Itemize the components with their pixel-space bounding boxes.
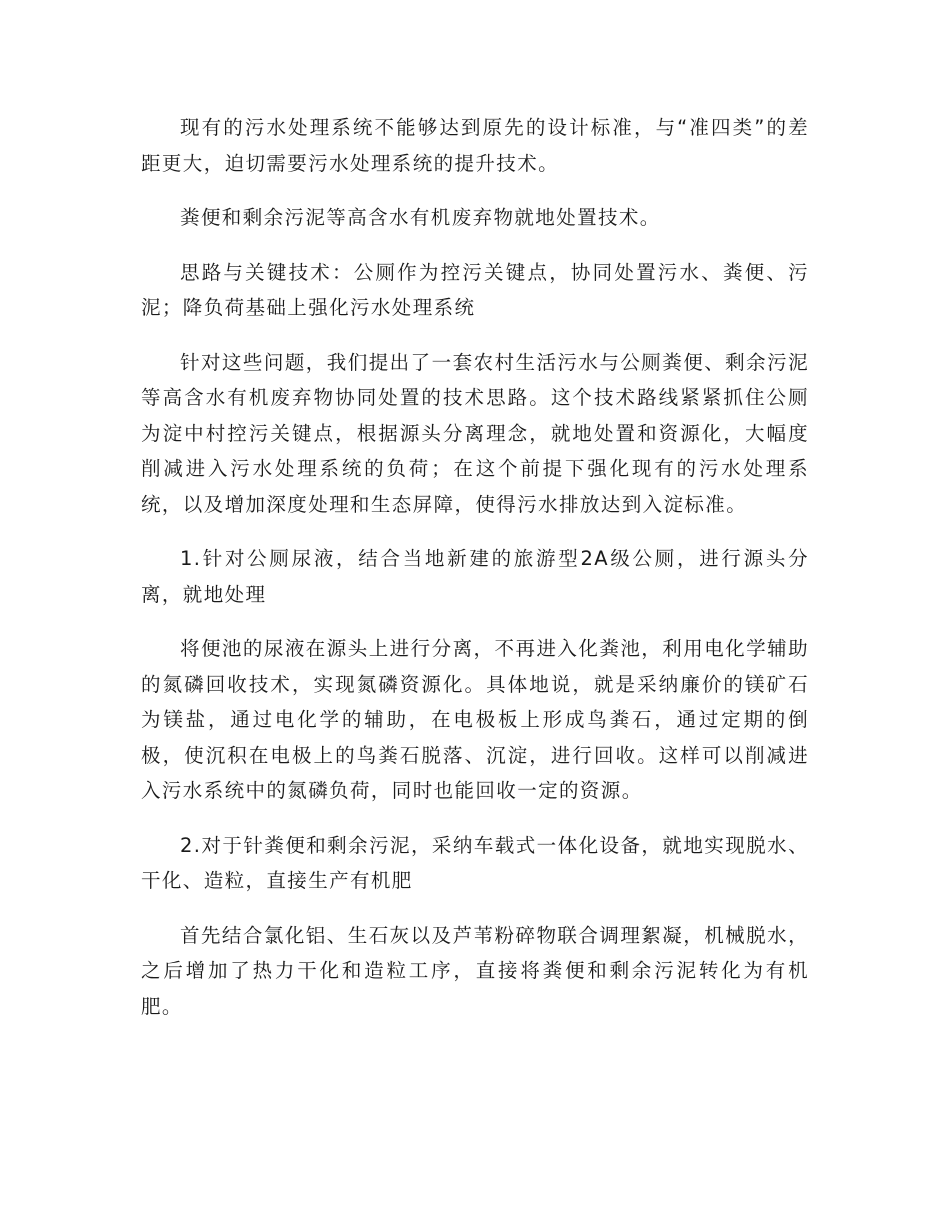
paragraph-5: 1.针对公厕尿液，结合当地新建的旅游型2A级公厕，进行源头分离，就地处理 (141, 547, 809, 606)
paragraph-7: 2.对于针粪便和剩余污泥，采纳车载式一体化设备，就地实现脱水、干化、造粒，直接生产有机肥 (141, 833, 809, 892)
document-body (141, 110, 809, 1043)
paragraph-1: 现有的污水处理系统不能够达到原先的设计标准，与“准四类”的差距更大，迫切需要污水处理系统的提升技术。 (141, 116, 809, 175)
paragraph-3: 思路与关键技术：公厕作为控污关键点，协同处置污水、粪便、污泥；降负荷基础上强化污水处理系统 (141, 260, 809, 319)
paragraph-8: 首先结合氯化铝、生石灰以及芦苇粉碎物联合调理絮凝，机械脱水，之后增加了热力干化和造粒工序，直接将粪便和剩余污泥转化为有机肥。 (141, 923, 809, 1018)
paragraph-6: 将便池的尿液在源头上进行分离，不再进入化粪池，利用电化学辅助的氮磷回收技术，实现氮磷资源化。具体地说，就是采纳廉价的镁矿石为镁盐，通过电化学的辅助，在电极板上形成鸟粪石，通过定期的倒极，使沉积在电极上的鸟粪石脱落、沉淀，进行回收。这样可以削减进入污水系统中的氮磷负荷，同时也能回收一定的资源。 (141, 637, 809, 802)
paragraph-2: 粪便和剩余污泥等高含水有机废弃物就地处置技术。 (180, 206, 661, 229)
paragraph-4: 针对这些问题，我们提出了一套农村生活污水与公厕粪便、剩余污泥等高含水有机废弃物协同处置的技术思路。这个技术路线紧紧抓住公厕为淀中村控污关键点，根据源头分离理念，就地处置和资源化，大幅度削减进入污水处理系统的负荷；在这个前提下强化现有的污水处理系统，以及增加深度处理和生态屏障，使得污水排放达到入淀标准。 (141, 350, 809, 516)
